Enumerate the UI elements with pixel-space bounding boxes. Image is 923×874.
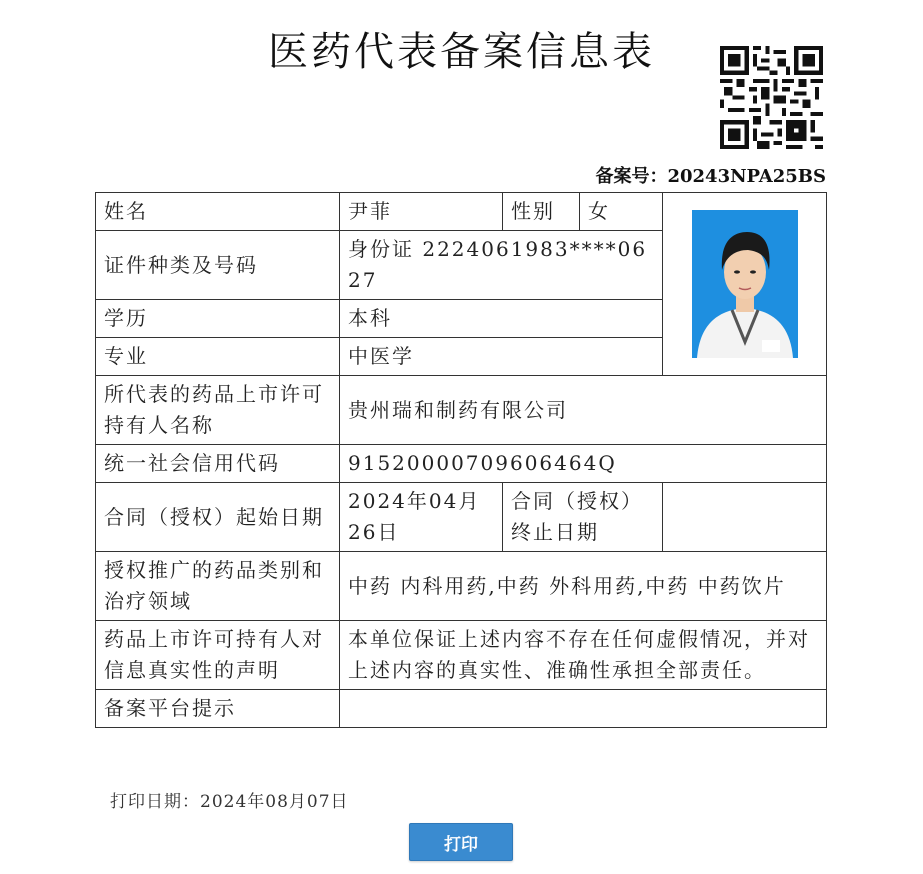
name-value: 尹菲 bbox=[340, 193, 503, 231]
holder-value: 贵州瑞和制药有限公司 bbox=[340, 376, 827, 445]
table-row bbox=[96, 483, 827, 552]
start-date-label: 合同（授权）起始日期 bbox=[96, 483, 340, 552]
photo-cell bbox=[663, 193, 827, 376]
info-table bbox=[95, 192, 827, 728]
print-button[interactable]: 打印 bbox=[409, 823, 513, 861]
table-row bbox=[96, 193, 827, 231]
page-title: 医药代表备案信息表 bbox=[268, 29, 655, 75]
major-label: 专业 bbox=[96, 338, 340, 376]
major-value: 中医学 bbox=[340, 338, 663, 376]
end-date-value bbox=[663, 483, 827, 552]
credit-value: 91520000709606464Q bbox=[340, 445, 827, 483]
platform-value bbox=[340, 690, 827, 728]
gender-value: 女 bbox=[580, 193, 663, 231]
gender-label: 性别 bbox=[503, 193, 580, 231]
statement-value: 本单位保证上述内容不存在任何虚假情况，并对上述内容的真实性、准确性承担全部责任。 bbox=[340, 621, 827, 690]
platform-label: 备案平台提示 bbox=[96, 690, 340, 728]
record-number: 备案号：20243NPA25BS bbox=[595, 166, 826, 187]
credit-label: 统一社会信用代码 bbox=[96, 445, 340, 483]
table-row bbox=[96, 376, 827, 445]
end-date-label: 合同（授权）终止日期 bbox=[503, 483, 663, 552]
table-row bbox=[96, 445, 827, 483]
start-date-value: 2024年04月26日 bbox=[340, 483, 503, 552]
table-row bbox=[96, 690, 827, 728]
name-label: 姓名 bbox=[96, 193, 340, 231]
category-label: 授权推广的药品类别和治疗领域 bbox=[96, 552, 340, 621]
table-row bbox=[96, 621, 827, 690]
id-label: 证件种类及号码 bbox=[96, 231, 340, 300]
education-value: 本科 bbox=[340, 300, 663, 338]
print-date: 打印日期：2024年08月07日 bbox=[110, 792, 349, 812]
category-value: 中药 内科用药,中药 外科用药,中药 中药饮片 bbox=[340, 552, 827, 621]
table-row bbox=[96, 552, 827, 621]
statement-label: 药品上市许可持有人对信息真实性的声明 bbox=[96, 621, 340, 690]
education-label: 学历 bbox=[96, 300, 340, 338]
id-photo bbox=[692, 210, 798, 358]
holder-label: 所代表的药品上市许可持有人名称 bbox=[96, 376, 340, 445]
id-value: 身份证 2224061983****0627 bbox=[340, 231, 663, 300]
qr-code-icon bbox=[720, 46, 823, 149]
